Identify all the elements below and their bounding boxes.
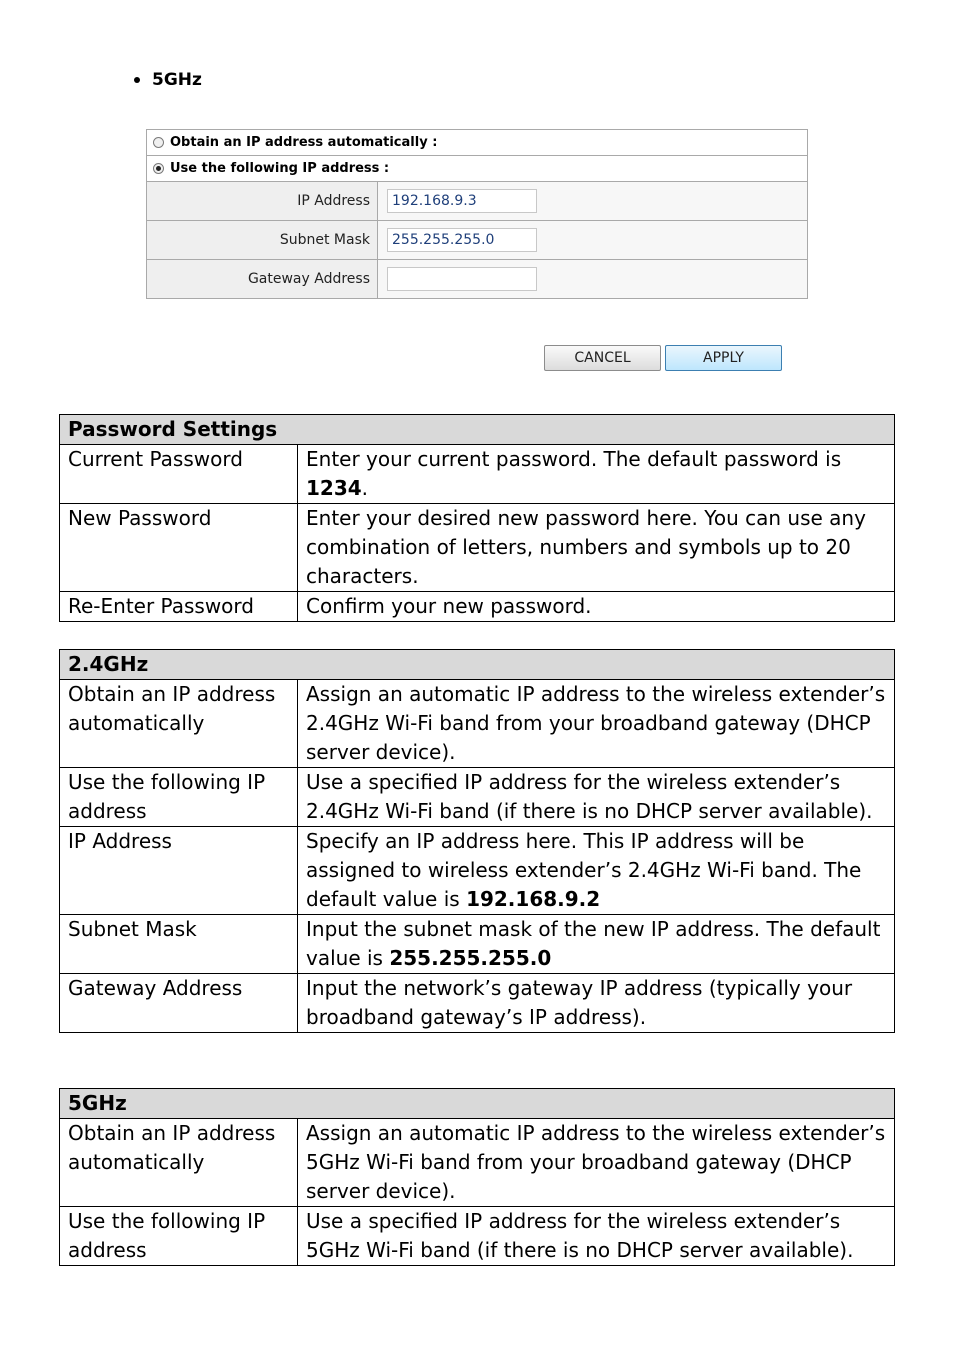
row-name: New Password <box>60 504 298 592</box>
ghz5-table <box>59 1088 895 1266</box>
subnet-mask-row <box>147 221 807 260</box>
password-table-title: Password Settings <box>60 415 895 445</box>
gateway-address-label: Gateway Address <box>147 260 378 298</box>
row-name: Use the following IP address <box>60 1207 298 1266</box>
row-name: IP Address <box>60 827 298 915</box>
row-desc: Enter your current password. The default password is 1234. <box>298 445 895 504</box>
table-row <box>60 592 895 622</box>
row-name: Obtain an IP address automatically <box>60 680 298 768</box>
table-row <box>60 974 895 1033</box>
table-row <box>60 1119 895 1207</box>
row-desc: Confirm your new password. <box>298 592 895 622</box>
table-row <box>60 504 895 592</box>
bullet-icon <box>134 77 140 83</box>
table-row <box>60 768 895 827</box>
row-desc: Use a specified IP address for the wireless extender’s 5GHz Wi-Fi band (if there is no DHCP server available). <box>298 1207 895 1266</box>
ghz5-table-title: 5GHz <box>60 1089 895 1119</box>
table-row <box>60 1207 895 1266</box>
ip-address-row <box>147 182 807 221</box>
gateway-address-input[interactable] <box>387 267 537 291</box>
ip-address-input[interactable]: 192.168.9.3 <box>387 189 537 213</box>
cancel-button[interactable]: CANCEL <box>544 345 661 371</box>
radio-auto-label: Obtain an IP address automatically : <box>170 135 438 150</box>
row-name: Re-Enter Password <box>60 592 298 622</box>
gateway-address-row <box>147 260 807 298</box>
section-heading-label: 5GHz <box>152 70 202 90</box>
row-desc: Use a specified IP address for the wireless extender’s 2.4GHz Wi-Fi band (if there is no DHCP server available). <box>298 768 895 827</box>
ip-address-label: IP Address <box>147 182 378 220</box>
radio-manual-label: Use the following IP address : <box>170 161 390 176</box>
table-row <box>60 827 895 915</box>
password-settings-table <box>59 414 895 622</box>
row-desc: Enter your desired new password here. You can use any combination of letters, numbers and symbols up to 20 characters. <box>298 504 895 592</box>
table-row <box>60 915 895 974</box>
apply-button[interactable]: APPLY <box>665 345 782 371</box>
ip-settings-panel <box>146 129 808 299</box>
table-row <box>60 445 895 504</box>
row-desc: Specify an IP address here. This IP address will be assigned to wireless extender’s 2.4GHz Wi-Fi band. The default value is 192.168.9.2 <box>298 827 895 915</box>
radio-row-auto[interactable] <box>147 130 807 156</box>
subnet-mask-input[interactable]: 255.255.255.0 <box>387 228 537 252</box>
section-heading <box>134 70 202 90</box>
row-name: Subnet Mask <box>60 915 298 974</box>
row-desc: Input the subnet mask of the new IP address. The default value is 255.255.255.0 <box>298 915 895 974</box>
radio-row-manual[interactable] <box>147 156 807 182</box>
row-name: Current Password <box>60 445 298 504</box>
table-row <box>60 680 895 768</box>
ghz24-table <box>59 649 895 1033</box>
subnet-mask-label: Subnet Mask <box>147 221 378 259</box>
radio-auto-icon[interactable] <box>153 137 164 148</box>
row-name: Gateway Address <box>60 974 298 1033</box>
row-desc: Assign an automatic IP address to the wireless extender’s 2.4GHz Wi-Fi band from your broadband gateway (DHCP server device). <box>298 680 895 768</box>
row-desc: Assign an automatic IP address to the wireless extender’s 5GHz Wi-Fi band from your broadband gateway (DHCP server device). <box>298 1119 895 1207</box>
ghz24-table-title: 2.4GHz <box>60 650 895 680</box>
row-desc: Input the network’s gateway IP address (typically your broadband gateway’s IP address). <box>298 974 895 1033</box>
radio-manual-icon[interactable] <box>153 163 164 174</box>
row-name: Obtain an IP address automatically <box>60 1119 298 1207</box>
row-name: Use the following IP address <box>60 768 298 827</box>
